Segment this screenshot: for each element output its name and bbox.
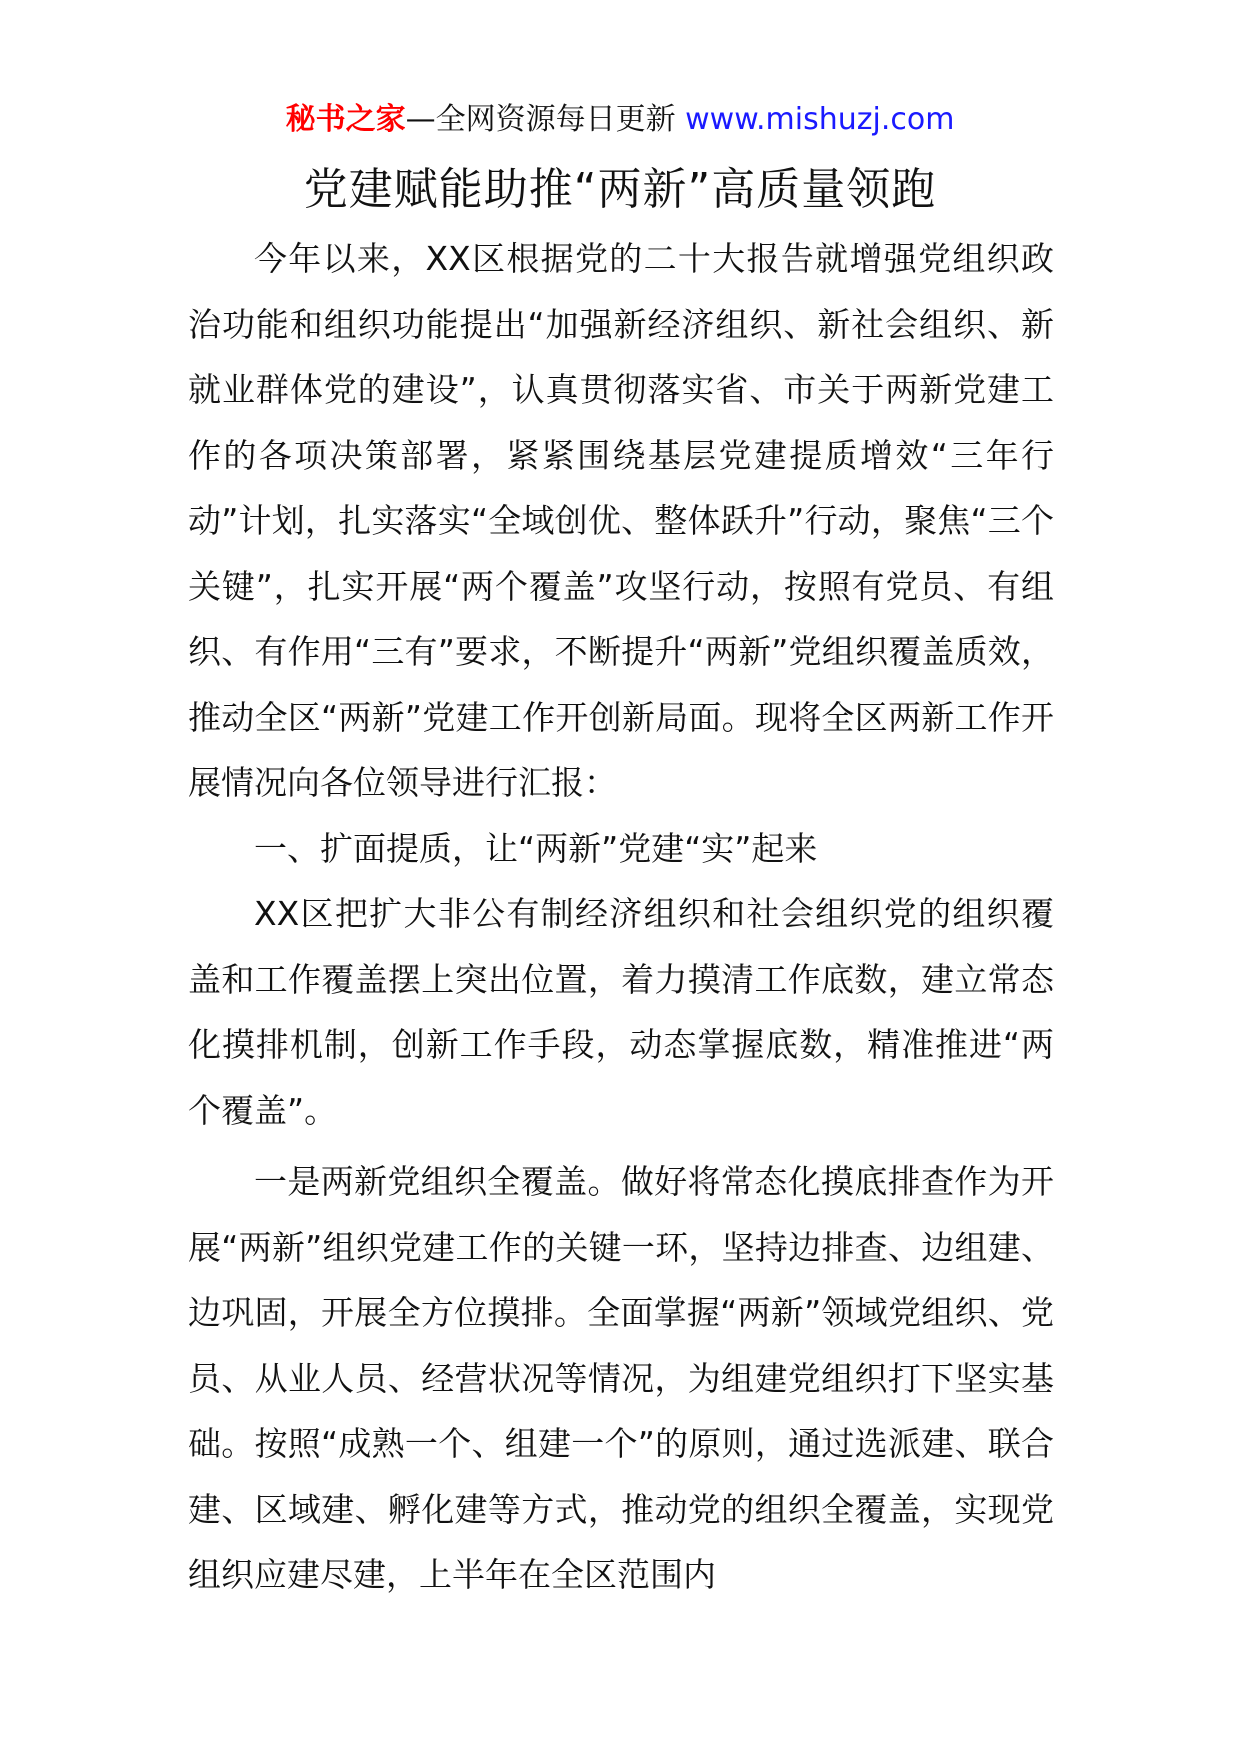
website-url[interactable]: www.mishuzj.com xyxy=(685,102,955,137)
section-heading-1: 一、扩面提质，让“两新”党建“实”起来 xyxy=(254,828,818,868)
document-title: 党建赋能助推“两新”高质量领跑 xyxy=(303,164,937,215)
intro-paragraph: 今年以来，XX区根据党的二十大报告就增强党组织政治功能和组织功能提出“加强新经济组织、新社会组织、新就业群体党的建设”，认真贯彻落实省、市关于两新党建工作的各项决策部署，紧紧围绕基层党建提质增效“三年行动”计划，扎实落实“全域创优、整体跃升”行动，聚焦“三个关键”，扎实开展“两个覆盖”攻坚行动，按照有党员、有组织、有作用“三有”要求，不断提升“两新”党组织覆盖质效，推动全区“两新”党建工作开创新局面。现将全区两新工作开展情况向各位领导进行汇报： xyxy=(188,239,1054,802)
document-body xyxy=(188,226,1054,1608)
section-1-paragraph: XX区把扩大非公有制经济组织和社会组织党的组织覆盖和工作覆盖摆上突出位置，着力摸清工作底数，建立常态化摸排机制，创新工作手段，动态掌握底数，精准推进“两个覆盖”。 xyxy=(188,894,1054,1130)
brand-name: 秘书之家 xyxy=(285,102,406,137)
watermark-header xyxy=(0,100,1240,140)
brand-slogan: —全网资源每日更新 xyxy=(405,102,676,137)
point-1-paragraph: 一是两新党组织全覆盖。做好将常态化摸底排查作为开展“两新”组织党建工作的关键一环，坚持边排查、边组建、边巩固，开展全方位摸排。全面掌握“两新”领域党组织、党员、从业人员、经营状况等情况，为组建党组织打下坚实基础。按照“成熟一个、组建一个”的原则，通过选派建、联合建、区域建、孵化建等方式，推动党的组织全覆盖，实现党组织应建尽建，上半年在全区范围内 xyxy=(188,1162,1054,1594)
